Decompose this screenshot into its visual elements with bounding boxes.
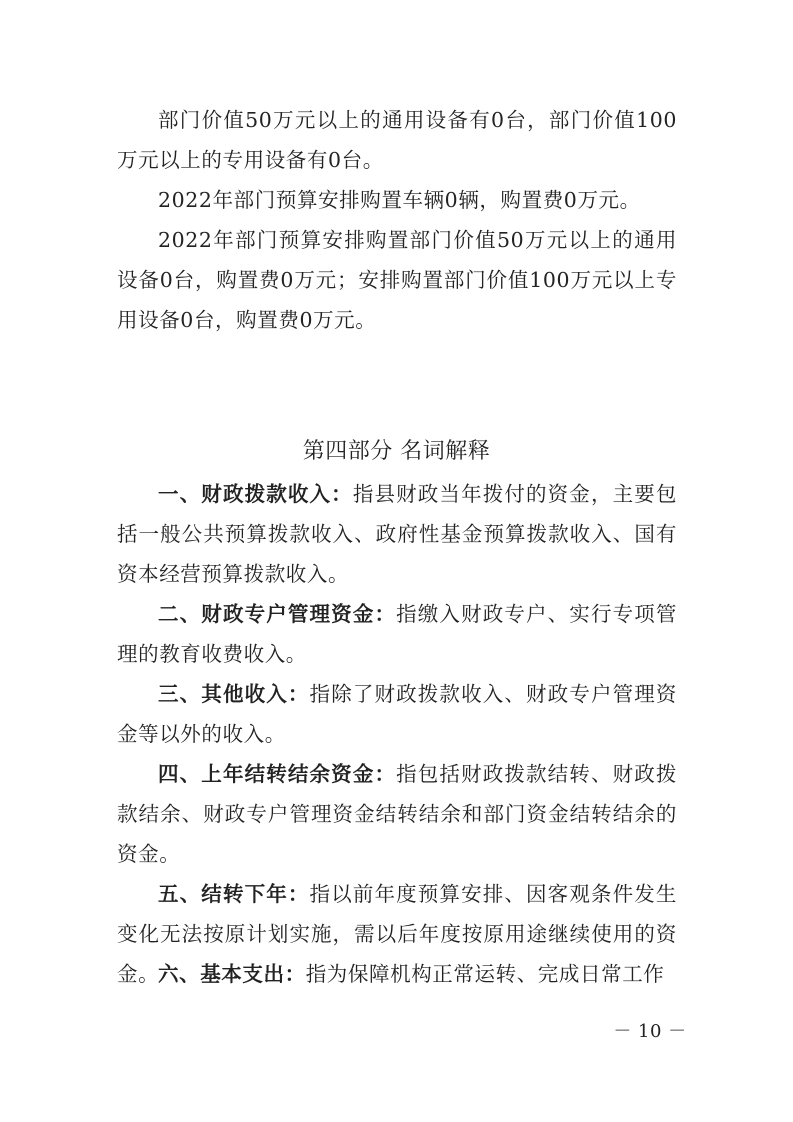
- section-heading: 第四部分 名词解释: [302, 439, 491, 464]
- definition-special-account-funds: [117, 594, 677, 674]
- definition-term: 三、其他收入：: [158, 682, 310, 706]
- definition-text: 指包括财政拨款结转、财政拨款结余、财政专户管理资金结转结余和部门资金结转结余的资金。: [117, 762, 677, 866]
- page-number: － 10 －: [613, 1021, 687, 1042]
- definition-text: 指为保障机构正常运转、完成日常工作: [305, 962, 665, 986]
- paragraph-equipment-budget: 2022年部门预算安排购置部门价值50万元以上的通用设备0台，购置费0万元；安排购置部门价值100万元以上专用设备0台，购置费0万元。: [117, 228, 677, 332]
- definition-prior-year-carryover: [117, 754, 677, 874]
- definition-fiscal-appropriation: [117, 474, 677, 594]
- paragraph-vehicle-budget: 2022年部门预算安排购置车辆0辆，购置费0万元。: [158, 188, 641, 212]
- definition-text: 指除了财政拨款收入、财政专户管理资金等以外的收入。: [117, 682, 678, 746]
- definition-text: 指以前年度预算安排、因客观条件发生变化无法按原计划实施，需以后年度按原用途继续使用的资金。: [117, 882, 678, 986]
- definition-term: 六、基本支出：: [158, 962, 306, 986]
- definition-text: 指缴入财政专户、实行专项管理的教育收费收入。: [117, 602, 677, 666]
- definition-term: 一、财政拨款收入：: [158, 482, 353, 506]
- definition-term: 二、财政专户管理资金：: [158, 602, 397, 626]
- definition-other-income: [117, 674, 677, 754]
- definition-text: 指县财政当年拨付的资金，主要包括一般公共预算拨款收入、政府性基金预算拨款收入、国有资本经营预算拨款收入。: [117, 482, 677, 586]
- definition-term: 五、结转下年：: [158, 882, 310, 906]
- definition-term: 四、上年结转结余资金：: [158, 762, 397, 786]
- definition-basic-expenditure: [117, 954, 677, 994]
- paragraph-equipment-count: 部门价值50万元以上的通用设备有0台，部门价值100万元以上的专用设备有0台。: [117, 108, 677, 172]
